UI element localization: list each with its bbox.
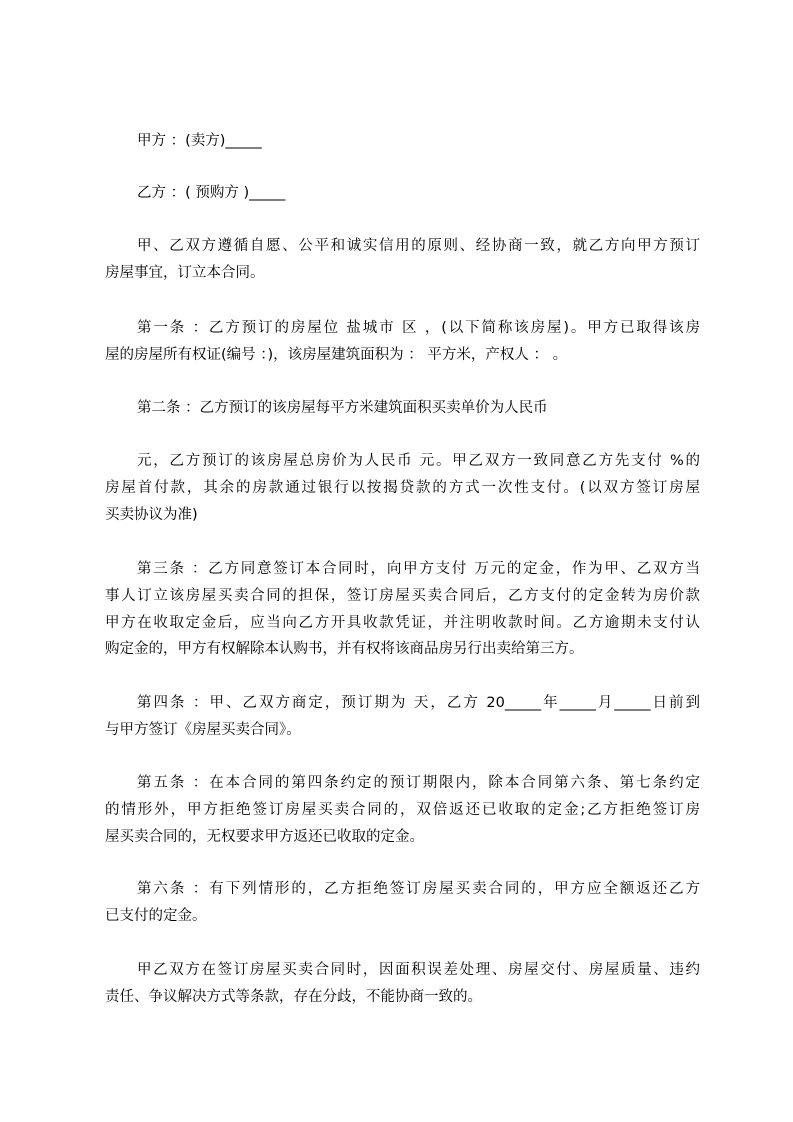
paragraph xyxy=(105,128,700,155)
paragraph xyxy=(105,180,700,207)
paragraph xyxy=(105,770,700,850)
paragraph xyxy=(105,233,700,287)
text-line: 的情形外，甲方拒绝签订房屋买卖合同的，双倍返还已收取的定金;乙方拒绝签订房 xyxy=(105,801,700,818)
text-line: 甲方在收取定金后，应当向乙方开具收款凭证，并注明收款时间。乙方逾期未支付认 xyxy=(105,614,700,631)
text-line: 屋买卖合同的，无权要求甲方返还已收取的定金。 xyxy=(105,828,424,845)
paragraph xyxy=(105,876,700,930)
text-line: 第一条 ：乙方预订的房屋位 盐城市 区 ，(以下简称该房屋)。甲方已取得该房 xyxy=(137,320,700,336)
text-line: 甲乙双方在签订房屋买卖合同时，因面积误差处理、房屋交付、房屋质量、违约 xyxy=(137,962,700,978)
text-line: 责任、争议解决方式等条款，存在分歧，不能协商一致的。 xyxy=(105,988,482,1005)
text-line: 第三条 ：乙方同意签订本合同时，向甲方支付 万元的定金，作为甲、乙双方当 xyxy=(137,561,700,577)
text-line: 第五条 ：在本合同的第四条约定的预订期限内，除本合同第六条、第七条约定 xyxy=(137,775,700,791)
text-line: 与甲方签订《房屋买卖合同》。 xyxy=(105,721,301,738)
paragraph xyxy=(105,556,700,663)
paragraph xyxy=(105,957,700,1011)
text-line: 房屋事宜，订立本合同。 xyxy=(105,264,265,281)
text-line: 甲方 ：(卖方)_____ xyxy=(137,133,262,149)
text-line: 买卖协议为准) xyxy=(105,506,198,523)
text-line: 房屋首付款，其余的房款通过银行以按揭贷款的方式一次性支付。(以双方签订房屋 xyxy=(105,479,700,496)
paragraph xyxy=(105,448,700,528)
text-line: 乙方 ：( 预购方 )_____ xyxy=(137,185,286,201)
paragraph xyxy=(105,690,700,744)
text-line: 第六条 ：有下列情形的，乙方拒绝签订房屋买卖合同的，甲方应全额返还乙方 xyxy=(137,881,700,897)
paragraph xyxy=(105,315,700,369)
text-line: 购定金的，甲方有权解除本认购书，并有权将该商品房另行出卖给第三方。 xyxy=(105,641,584,658)
text-line: 甲、乙双方遵循自愿、公平和诚实信用的原则、经协商一致，就乙方向甲方预订 xyxy=(137,238,700,254)
paragraph xyxy=(105,395,700,422)
text-line: 已支付的定金。 xyxy=(105,907,207,924)
text-line: 第二条 ：乙方预订的该房屋每平方米建筑面积买卖单价为人民币 xyxy=(137,400,548,416)
text-line: 屋的房屋所有权证(编号 ：)，该房屋建筑面积为 ： 平方米，产权人 ： 。 xyxy=(105,346,568,363)
text-line: 第四条 ：甲、乙双方商定，预订期为 天，乙方 20_____年_____月_____日前到 xyxy=(137,695,700,711)
text-line: 事人订立该房屋买卖合同的担保，签订房屋买卖合同后，乙方支付的定金转为房价款 xyxy=(105,587,700,604)
text-line: 元，乙方预订的该房屋总房价为人民币 元。甲乙双方一致同意乙方先支付 %的 xyxy=(137,453,700,469)
